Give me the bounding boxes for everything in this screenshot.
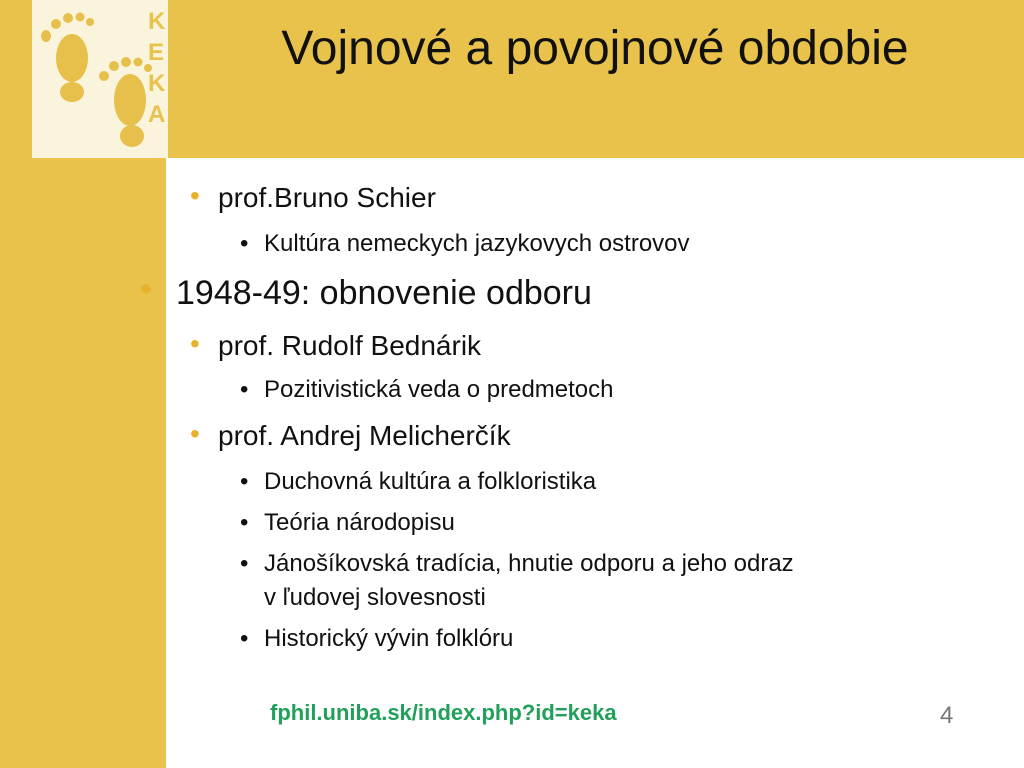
logo-letter: K — [148, 8, 166, 35]
logo-letter: E — [148, 39, 165, 66]
list-item — [240, 625, 514, 653]
list-item-text: Historický vývin folklóru — [264, 625, 514, 652]
list-item-continuation — [264, 584, 486, 612]
list-item — [190, 328, 482, 362]
bullet-icon: • — [240, 509, 249, 536]
list-item-text: prof. Rudolf Bednárik — [218, 330, 482, 361]
logo-letter: K — [148, 70, 166, 97]
bullet-icon: • — [240, 376, 249, 403]
list-item-text: prof. Andrej Melicherčík — [218, 420, 511, 451]
bullet-icon: • — [240, 550, 249, 577]
page-number: 4 — [940, 702, 954, 729]
list-item-text: prof.Bruno Schier — [218, 182, 436, 213]
bullet-icon: • — [190, 328, 200, 359]
list-item-text: v ľudovej slovesnosti — [264, 584, 486, 611]
list-item — [240, 468, 597, 496]
list-item-text: Pozitivistická veda o predmetoch — [264, 376, 614, 403]
bullet-icon: • — [140, 270, 152, 308]
list-item — [240, 230, 690, 258]
list-item-text: Jánošíkovská tradícia, hnutie odporu a jeho odraz — [264, 550, 794, 577]
list-item-text: 1948-49: obnovenie odboru — [176, 274, 592, 312]
list-item — [240, 550, 794, 578]
list-item-text: Teória národopisu — [264, 509, 455, 536]
footer-link[interactable]: fphil.uniba.sk/index.php?id=keka — [270, 700, 617, 725]
list-item — [240, 509, 455, 537]
list-item — [240, 376, 614, 404]
list-item — [190, 180, 436, 214]
list-item-text: Kultúra nemeckych jazykovych ostrovov — [264, 230, 690, 257]
slide-title: Vojnové a povojnové obdobie — [281, 22, 909, 75]
logo-letter: A — [148, 101, 166, 128]
bullet-icon: • — [240, 625, 249, 652]
bullet-icon: • — [240, 230, 249, 257]
bullet-icon: • — [240, 468, 249, 495]
list-item — [140, 270, 592, 313]
list-item — [190, 418, 511, 452]
bullet-icon: • — [190, 180, 200, 211]
list-item-text: Duchovná kultúra a folkloristika — [264, 468, 597, 495]
bullet-icon: • — [190, 418, 200, 449]
